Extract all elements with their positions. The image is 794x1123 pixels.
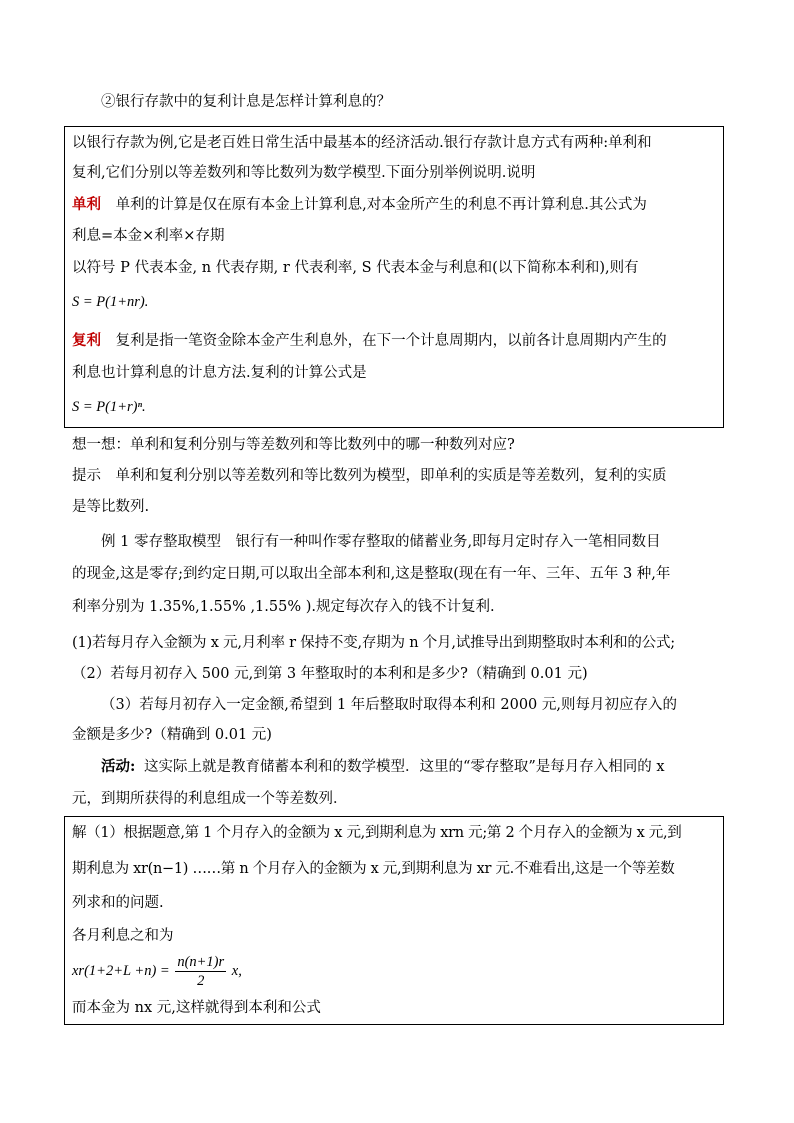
formula-left: xr(1+2+L +n) =: [72, 963, 170, 979]
part-2: （2）若每月初存入 500 元,到第 3 年整取时的本利和是多少?（精确到 0.01 元): [72, 666, 588, 682]
solution-line-3: 列求和的问题.: [72, 895, 164, 911]
simple-interest-equation: S = P(1+nr).: [72, 294, 149, 310]
activity-text: 这实际上就是教育储蓄本利和的数学模型．这里的“零存整取”是每月存入相同的 x: [143, 759, 665, 775]
example-1-line-1: 例 1 零存整取模型 银行有一种叫作零存整取的储蓄业务,即每月定时存入一笔相同数目: [101, 534, 661, 550]
simple-interest-label: 单利: [72, 196, 101, 213]
box1-line-2: 复利,它们分别以等差数列和等比数列为数学模型.下面分别举例说明.说明: [72, 165, 536, 181]
activity-line-1: [101, 757, 665, 777]
box1-line-5: 以符号 P 代表本金, n 代表存期, r 代表利率, S 代表本金与利息和(以下简称本利和),则有: [72, 260, 639, 276]
simple-interest-text: 单利的计算是仅在原有本金上计算利息,对本金所产生的利息不再计算利息.其公式为: [115, 197, 647, 213]
compound-interest-label: 复利: [72, 332, 101, 349]
solution-line-1: 解（1）根据题意,第 1 个月存入的金额为 x 元,到期利息为 xrn 元;第 2 个月存入的金额为 x 元,到: [72, 825, 682, 841]
formula-right: x,: [231, 963, 242, 979]
compound-interest-equation: S = P(1+r)ⁿ.: [72, 399, 146, 415]
compound-interest-text: 复利是指一笔资金除本金产生利息外，在下一个计息周期内，以前各计息周期内产生的: [115, 333, 667, 349]
fraction-denominator: 2: [197, 973, 205, 990]
compound-interest-line: [72, 331, 667, 351]
formula-fraction: [175, 953, 226, 990]
part-3-line-1: （3）若每月初存入一定金额,希望到 1 年后整取时取得本利和 2000 元,则每月初应存入的: [101, 697, 678, 713]
example-1-line-2: 的现金,这是零存;到约定日期,可以取出全部本利和,这是整取(现在有一年、三年、五年 3 种,年: [72, 566, 671, 582]
question-2: ②银行存款中的复利计息是怎样计算利息的？: [101, 94, 391, 110]
solution-box: [64, 816, 724, 1025]
think-question: 想一想：单利和复利分别与等差数列和等比数列中的哪一种数列对应?: [72, 437, 515, 453]
part-3-line-2: 金额是多少?（精确到 0.01 元): [72, 727, 272, 743]
simple-interest-line: [72, 195, 647, 215]
solution-line-2: 期利息为 xr(n−1) ……第 n 个月存入的金额为 x 元,到期利息为 xr 元.不难看出,这是一个等差数: [72, 861, 675, 877]
solution-line-6: 而本金为 nx 元,这样就得到本利和公式: [72, 1000, 321, 1016]
activity-line-2: 元，到期所获得的利息组成一个等差数列．: [72, 791, 348, 807]
box1-line-1: 以银行存款为例,它是老百姓日常生活中最基本的经济活动.银行存款计息方式有两种:单利和: [72, 135, 652, 151]
part-1: (1)若每月存入金额为 x 元,月利率 r 保持不变,存期为 n 个月,试推导出到期整取时本利和的公式;: [72, 635, 675, 651]
hint-line-2: 是等比数列.: [72, 499, 150, 515]
example-1-line-3: 利率分别为 1.35%,1.55% ,1.55% ).规定每次存入的钱不计复利.: [72, 599, 495, 615]
simple-interest-formula: 利息=本金×利率×存期: [72, 228, 225, 244]
activity-label: 活动:: [101, 758, 136, 775]
fraction-numerator: n(n+1)r: [177, 954, 225, 971]
solution-line-4: 各月利息之和为: [72, 928, 174, 944]
hint-line-1: 提示 单利和复利分别以等差数列和等比数列为模型，即单利的实质是等差数列，复利的实质: [72, 468, 667, 484]
interest-sum-formula: [72, 952, 242, 990]
box1-line-8: 利息也计算利息的计息方法.复利的计算公式是: [72, 365, 367, 381]
